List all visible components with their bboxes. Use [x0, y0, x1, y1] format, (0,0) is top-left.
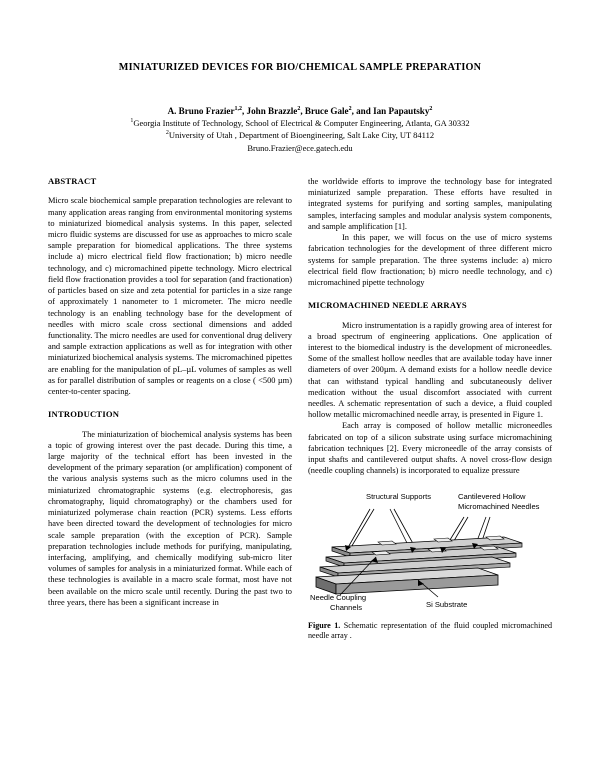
- author-name-1: A. Bruno Frazier: [167, 105, 235, 116]
- author-affil-sup-4: 2: [429, 105, 433, 112]
- figure-1: [308, 487, 552, 643]
- figure-label-needle-coupling-line2: Channels: [330, 602, 363, 612]
- affiliation-2-text: University of Utah , Department of Bioengineering, Salt Lake City, UT 84112: [168, 130, 435, 141]
- author-name-4: Ian Papautsky: [373, 105, 430, 116]
- section-heading-micromachined-needle-arrays: MICROMACHINED NEEDLE ARRAYS: [308, 300, 467, 311]
- figure-1-artwork: [308, 487, 552, 615]
- figure-label-needle-coupling-line1: Needle Coupling: [310, 592, 367, 602]
- page-title: MINIATURIZED DEVICES FOR BIO/CHEMICAL SAMPLE PREPARATION: [118, 62, 482, 73]
- figure-1-caption: [308, 621, 552, 643]
- body-columns: [48, 176, 552, 736]
- introduction-paragraph-3: In this paper, we will focus on the use of micro systems fabrication technologies for the development of three different micro systems for sample preparation. The three systems include: a) micro electrical field flow fractionation; b) micro needle technology, and c) micromachined pipette technology: [308, 233, 552, 287]
- figure-1-caption-label: Figure 1.: [308, 620, 341, 630]
- affiliation-1: [48, 117, 552, 129]
- left-column: [48, 176, 292, 736]
- author-name-2: John Brazzle: [246, 105, 298, 116]
- affiliation-1-marker: 1: [130, 118, 134, 125]
- figure-1-caption-text: Schematic representation of the fluid coupled micromachined needle array .: [308, 620, 553, 641]
- author-list: A. Bruno Frazier$^{1,2}$, John Brazzle$^2$, Bruce Gale$^2$, and Ian Papautsky$^2$: [167, 105, 433, 116]
- introduction-paragraph-2: the worldwide efforts to improve the technology base for integrated miniaturized sample preparation. These efforts have resulted in integrated systems for purifying and sorting samples, manipulating samples, interfacing samples and modular analysis system components, and sample amplification [1].: [308, 177, 552, 231]
- section-heading-abstract: ABSTRACT: [48, 176, 97, 186]
- author-affil-sup-3: 2: [348, 105, 352, 112]
- needle-arrays-paragraph-2: Each array is composed of hollow metallic microneedles fabricated on top of a silicon substrate using surface micromachining fabrication techniques [2]. Every microneedle of the array consists of input shafts and cantilevered output shafts. A novel cross-flow design (needle coupling channels) is incorporated to equalize pressure: [308, 421, 552, 476]
- affiliation-1-text: Georgia Institute of Technology, School of Electrical & Computer Engineering, Atlanta, GA 30332: [133, 118, 470, 129]
- figure-label-cantilevered-line2: Micromachined Needles: [458, 501, 540, 511]
- figure-label-structural-supports: Structural Supports: [366, 491, 431, 501]
- author-affil-sup-1: 1,2: [234, 105, 242, 112]
- affiliation-2: [48, 129, 552, 141]
- figure-label-cantilevered-line1: Cantilevered Hollow: [458, 491, 526, 501]
- affiliation-2-marker: 2: [165, 130, 169, 137]
- author-affil-sup-2: 2: [297, 105, 301, 112]
- paper-header: [0, 0, 600, 155]
- contact-email: Bruno.Frazier@ece.gatech.edu: [247, 143, 353, 154]
- right-column: [308, 176, 552, 736]
- section-heading-introduction: INTRODUCTION: [48, 409, 120, 420]
- figure-label-si-substrate: Si Substrate: [426, 599, 468, 609]
- abstract-paragraph: Micro scale biochemical sample preparation technologies are relevant to many application areas ranging from environmental monitoring systems to miniaturized biomedical analysis systems. In this paper, selected micro fluidic systems are discussed for use as approaches to micro scale sample preparation for biomedical applications. The three systems include a) micro electrical field flow fractionation; b) micro needle technology, and c) micromachined pipette technology. Micro electrical field flow fractionation provides a tool for separation (and fractionation) of particles based on size and zeta potential for particles in a size range of approximately 1 nanometer to 1 micrometer. The micro needle technology is an enabling technology base for the development of needles with micro scale cross sectional dimensions and added functionality. The micro needles are used for conventional drug delivery and sample extraction applications as well as for integration with other miniaturized biochemical analysis systems. The micromachined pipettes are enabling for the manipulation of pL–µL volumes of samples as well as for parallel distribution of samples or reagents on a close ( <500 µm) center-to-center spacing.: [48, 196, 292, 397]
- needle-arrays-paragraph-1: Micro instrumentation is a rapidly growing area of interest for a broad spectrum of engineering applications. One application of interest to the biomedical industry is the development of microneedles. Some of the smallest hollow needles that are available today have inner diameters of over 200µm. A demand exists for a hollow needle device that can withstand typical handling and subcutaneously deliver medication without the usual discomfort associated with current needles. A schematic representation of such a device, a fluid coupled hollow metallic micromachined needle array, is presented in Figure 1.: [308, 320, 552, 420]
- author-name-3: Bruce Gale: [304, 105, 349, 116]
- introduction-paragraph-1: The miniaturization of biochemical analysis systems has been a topic of growing interest over the past decade. During this time, a large majority of the technical effort has been invested in the development of the primary separation (or amplification) component of the various analysis systems such as the micro columns used in the miniaturized chromatographic systems (e.g. electrophoresis, gas chromatography, liquid chromatography) or the chambers used for miniaturized polymerase chain reaction (PCR) systems. Less efforts have been directed toward the development of technologies for micro scale sample preparation (with the exception of PCR). Sample preparation technologies include methods for purifying, manipulating, interfacing, amplifying, and chemically modifying sub-micro liter volumes of samples for analysis in a miniaturized format. While each of these technologies is available in a macro scale format, most have not been available on the micro scale until recently. During the past two to three years, there has been a significant increase in: [48, 429, 292, 607]
